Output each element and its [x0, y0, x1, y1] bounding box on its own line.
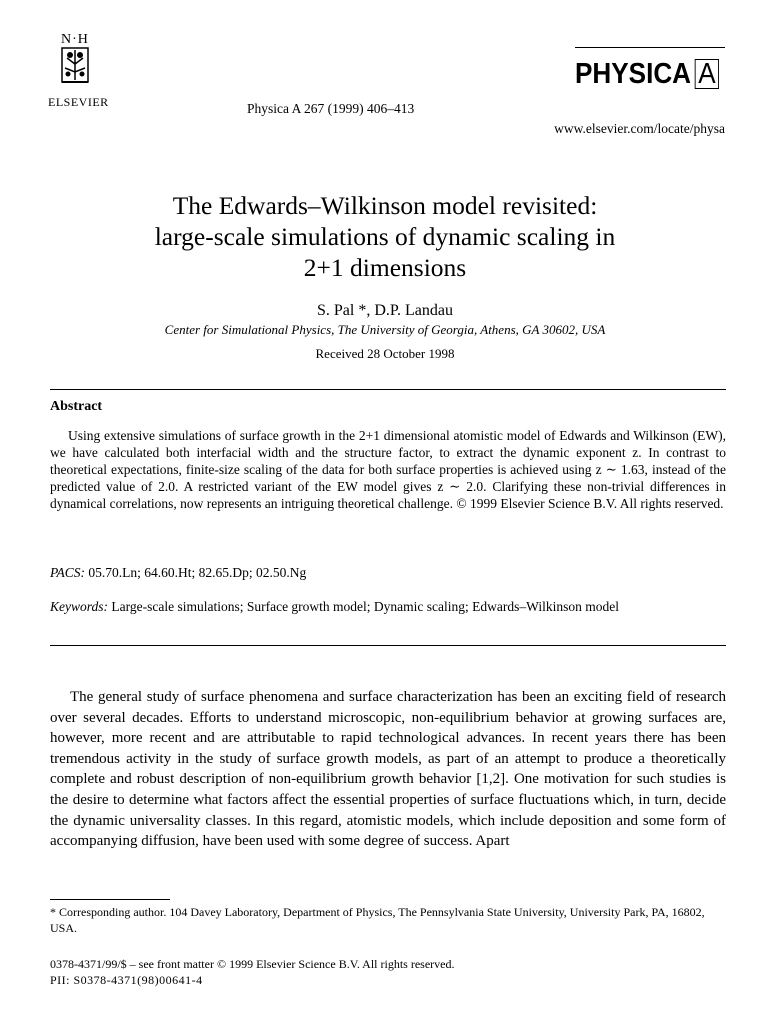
journal-logo: [575, 58, 719, 91]
keywords-values: Large-scale simulations; Surface growth model; Dynamic scaling; Edwards–Wilkinson model: [111, 599, 619, 614]
received-date: Received 28 October 1998: [315, 346, 455, 361]
journal-letter: A: [695, 59, 720, 89]
abstract-bottom-rule: [50, 645, 726, 646]
journal-url[interactable]: www.elsevier.com/locate/physa: [554, 121, 725, 136]
pacs-label: PACS:: [50, 565, 86, 580]
body-paragraph: The general study of surface phenomena and surface characterization has been an exciting field of research over several decades. Efforts to understand microscopic, non-equilibrium behavior at growing surfaces are, however, more recent and are attributable to rapid technological advances. In recent years there has been tremendous activity in the study of surface growth models, as part of an attempt to produce a theoretically complete and robust description of non-equilibrium growth behavior [1,2]. One motivation for such studies is the desire to determine what factors affect the essential properties of surface fluctuations which, in turn, decide the dynamic universality classes. In this regard, atomistic models, which include deposition and some form of accompanying diffusion, have been used with some degree of success. Apart: [50, 689, 726, 850]
journal-name: PHYSICA: [575, 58, 692, 90]
pacs-codes: [50, 565, 306, 581]
footnote-rule: [50, 899, 170, 900]
pacs-values: 05.70.Ln; 64.60.Ht; 82.65.Dp; 02.50.Ng: [88, 565, 307, 580]
publisher-mark: N·H: [61, 32, 89, 47]
title-line: The Edwards–Wilkinson model revisited:: [172, 191, 598, 220]
title-line: large-scale simulations of dynamic scaling in: [154, 222, 616, 251]
abstract-heading: Abstract: [50, 399, 103, 414]
abstract-paragraph: Using extensive simulations of surface growth in the 2+1 dimensional atomistic model of Edwards and Wilkinson (EW), we have calculated both interfacial width and the structure factor, to extract the dynamic exponent z. In contrast to theoretical expectations, finite-size scaling of the data for both surface properties is achieved using z ∼ 1.63, instead of the predicted value of 2.0. A restricted variant of the EW model gives z ∼ 2.0. Clarifying these non-trivial differences in dynamical correlations, now represents an intriguing theoretical challenge. © 1999 Elsevier Science B.V. All rights reserved.: [50, 428, 726, 511]
abstract-text: [50, 427, 726, 512]
body-text: [50, 687, 726, 852]
keywords-label: Keywords:: [50, 599, 108, 614]
authors: S. Pal *, D.P. Landau: [317, 302, 453, 319]
page-footer: [50, 956, 726, 988]
journal-reference: Physica A 267 (1999) 406–413: [247, 101, 415, 116]
corresponding-author-footnote: * Corresponding author. 104 Davey Laboratory, Department of Physics, The Pennsylvania State University, University Park, PA, 16802, USA.: [50, 905, 705, 935]
keywords: [50, 598, 726, 615]
title-line: 2+1 dimensions: [303, 253, 467, 282]
affiliation: Center for Simulational Physics, The University of Georgia, Athens, GA 30602, USA: [164, 322, 606, 337]
article-title: [60, 190, 710, 283]
publisher-name: ELSEVIER: [48, 95, 109, 109]
issn-line: 0378-4371/99/$ – see front matter © 1999 Elsevier Science B.V. All rights reserved.: [50, 957, 455, 971]
abstract-top-rule: [50, 389, 726, 390]
pii-line: PII: S0378-4371(98)00641-4: [50, 973, 203, 987]
header-rule: [575, 47, 725, 48]
elsevier-tree-logo-icon: [50, 28, 100, 92]
